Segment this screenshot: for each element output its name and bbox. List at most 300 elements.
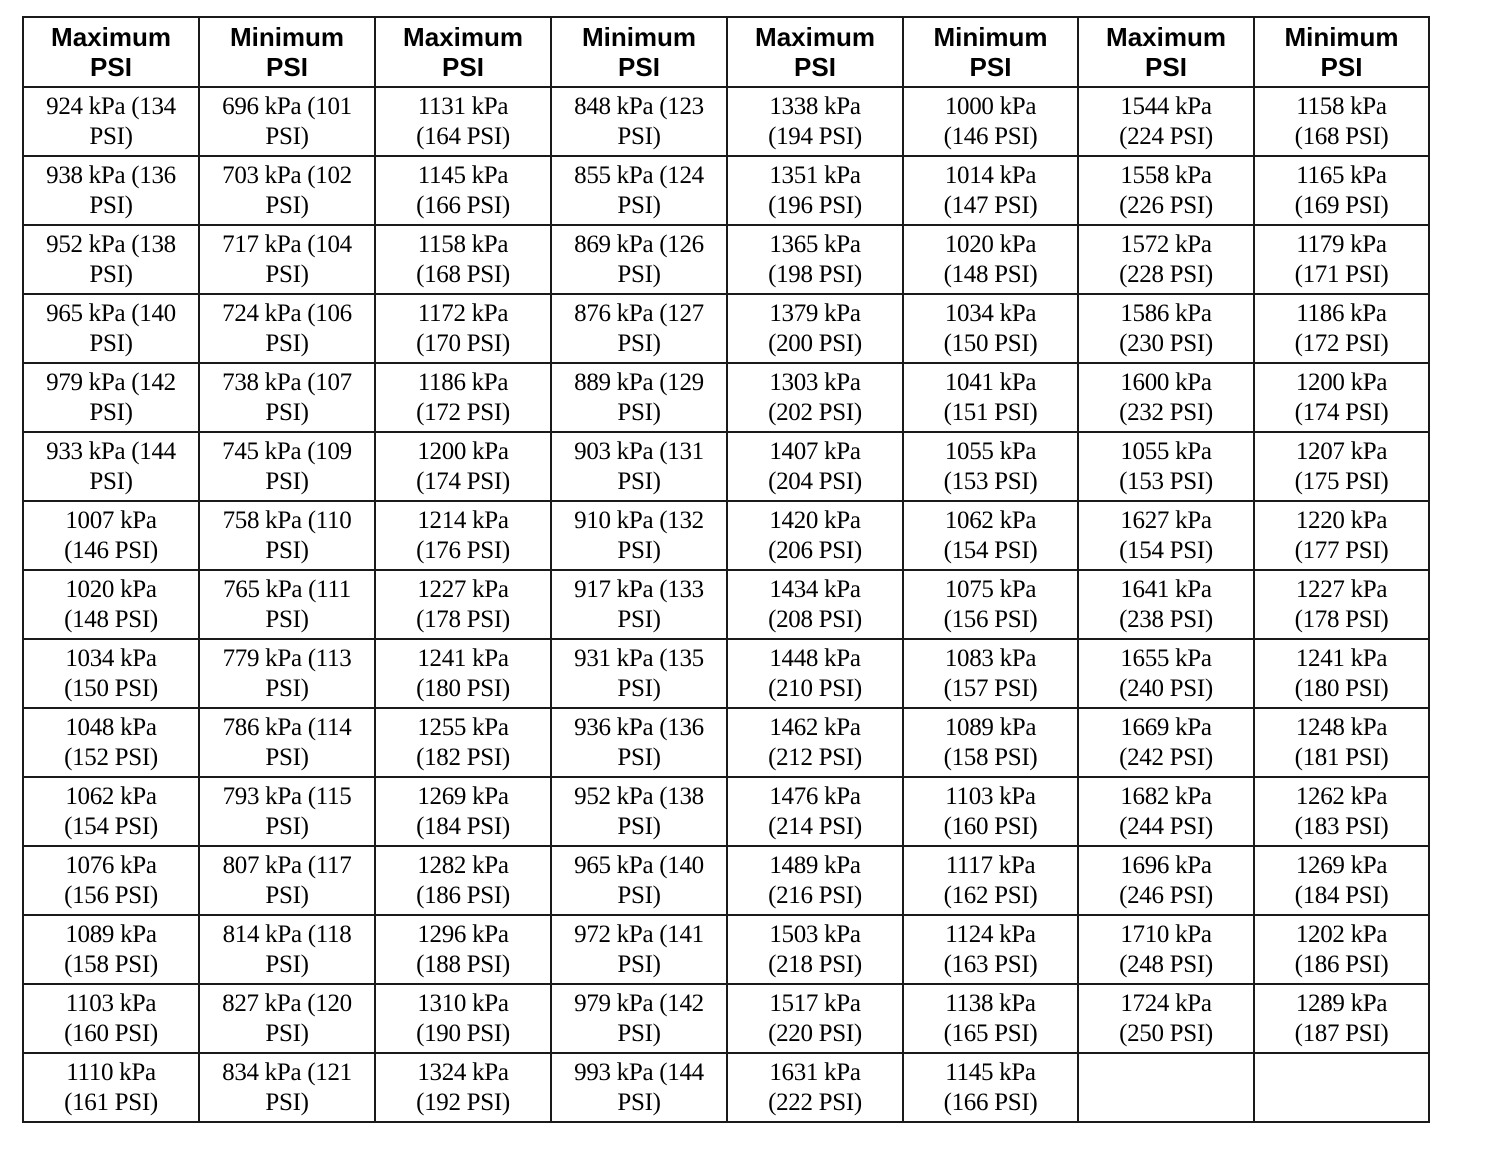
cell-line: 1179 kPa: [1296, 230, 1387, 258]
cell-line: 745 kPa (109: [222, 437, 352, 465]
cell-line: 1641 kPa: [1120, 575, 1212, 603]
column-header: [551, 17, 727, 87]
cell-line: 1434 kPa: [769, 575, 861, 603]
cell-line: 807 kPa (117: [222, 851, 352, 879]
cell-line: (175 PSI): [1294, 467, 1389, 495]
table-cell: [551, 156, 727, 225]
table-cell: [199, 639, 375, 708]
table-cell: [375, 363, 551, 432]
cell-line: PSI): [265, 122, 309, 150]
table-row: [23, 1053, 1429, 1122]
cell-line: (172 PSI): [1294, 329, 1389, 357]
cell-line: (181 PSI): [1294, 743, 1389, 771]
cell-line: (158 PSI): [943, 743, 1038, 771]
table-cell: [903, 294, 1078, 363]
table-cell: [1254, 432, 1429, 501]
cell-line: (166 PSI): [416, 191, 510, 219]
column-header-line: PSI: [618, 52, 660, 82]
table-cell: [1254, 570, 1429, 639]
cell-line: 1627 kPa: [1120, 506, 1212, 534]
cell-line: (240 PSI): [1119, 674, 1213, 702]
table-cell: [23, 501, 199, 570]
table-cell: [1078, 777, 1254, 846]
cell-line: 1202 kPa: [1295, 920, 1388, 948]
table-cell: [1254, 294, 1429, 363]
cell-line: 1200 kPa: [1295, 368, 1388, 396]
table-cell: [551, 846, 727, 915]
cell-line: (160 PSI): [943, 812, 1038, 840]
table-cell: [727, 225, 903, 294]
cell-line: 1227 kPa: [417, 575, 509, 603]
cell-line: PSI): [265, 329, 309, 357]
cell-line: 917 kPa (133: [574, 575, 704, 603]
cell-line: (153 PSI): [943, 467, 1038, 495]
cell-line: PSI): [89, 329, 133, 357]
cell-line: 1020 kPa: [944, 230, 1037, 258]
cell-line: (174 PSI): [416, 467, 510, 495]
cell-line: (208 PSI): [768, 605, 862, 633]
table-cell: [199, 363, 375, 432]
cell-line: PSI): [617, 743, 661, 771]
table-cell: [551, 777, 727, 846]
cell-line: 827 kPa (120: [222, 989, 352, 1017]
table-cell: [375, 846, 551, 915]
column-header: [375, 17, 551, 87]
cell-line: (204 PSI): [768, 467, 862, 495]
cell-line: 1338 kPa: [769, 92, 861, 120]
column-header-line: PSI: [442, 52, 484, 82]
table-cell: [1078, 639, 1254, 708]
table-cell: [903, 915, 1078, 984]
table-cell: [199, 708, 375, 777]
table-cell: [727, 156, 903, 225]
cell-line: PSI): [617, 605, 661, 633]
table-cell: [199, 1053, 375, 1122]
table-cell: [1078, 501, 1254, 570]
cell-line: (177 PSI): [1294, 536, 1389, 564]
table-cell: [199, 432, 375, 501]
table-cell: [551, 363, 727, 432]
table-cell: [23, 1053, 199, 1122]
cell-line: 1014 kPa: [944, 161, 1037, 189]
table-cell: [1078, 984, 1254, 1053]
cell-line: PSI): [89, 191, 133, 219]
cell-line: PSI): [265, 674, 309, 702]
cell-line: (153 PSI): [1119, 467, 1213, 495]
header-row: [23, 17, 1429, 87]
column-header: [199, 17, 375, 87]
table-cell: [23, 294, 199, 363]
table-cell: [727, 501, 903, 570]
cell-line: PSI): [617, 881, 661, 909]
cell-line: PSI): [265, 191, 309, 219]
table-cell: [1078, 570, 1254, 639]
table-cell: [551, 87, 727, 156]
table-cell: [23, 708, 199, 777]
cell-line: (196 PSI): [768, 191, 862, 219]
cell-line: 1296 kPa: [417, 920, 509, 948]
column-header-line: Maximum: [403, 22, 523, 52]
cell-line: (178 PSI): [416, 605, 510, 633]
column-header-line: Minimum: [1284, 22, 1399, 52]
cell-line: (168 PSI): [416, 260, 510, 288]
cell-line: (148 PSI): [64, 605, 158, 633]
cell-line: (176 PSI): [416, 536, 510, 564]
column-header: [727, 17, 903, 87]
cell-line: 1083 kPa: [944, 644, 1037, 672]
cell-line: PSI): [617, 1088, 661, 1116]
table-cell: [199, 846, 375, 915]
table-cell: [1078, 225, 1254, 294]
cell-line: (224 PSI): [1119, 122, 1213, 150]
cell-line: 1186 kPa: [417, 368, 509, 396]
cell-line: 724 kPa (106: [222, 299, 352, 327]
table-cell: [903, 87, 1078, 156]
cell-line: (154 PSI): [943, 536, 1038, 564]
cell-line: (166 PSI): [943, 1088, 1038, 1116]
table-cell: [1078, 156, 1254, 225]
cell-line: (146 PSI): [943, 122, 1038, 150]
cell-line: (226 PSI): [1119, 191, 1213, 219]
table-cell: [199, 156, 375, 225]
cell-line: 1503 kPa: [769, 920, 861, 948]
table-row: [23, 639, 1429, 708]
table-cell: [903, 846, 1078, 915]
cell-line: (250 PSI): [1119, 1019, 1213, 1047]
table-cell: [903, 1053, 1078, 1122]
cell-line: 1682 kPa: [1120, 782, 1212, 810]
table-cell: [903, 225, 1078, 294]
cell-line: (186 PSI): [416, 881, 510, 909]
cell-line: PSI): [617, 812, 661, 840]
cell-line: (238 PSI): [1119, 605, 1213, 633]
cell-line: 1282 kPa: [417, 851, 509, 879]
cell-line: 1476 kPa: [769, 782, 861, 810]
table-row: [23, 570, 1429, 639]
cell-line: (168 PSI): [1294, 122, 1389, 150]
cell-line: (152 PSI): [64, 743, 158, 771]
cell-line: (150 PSI): [64, 674, 158, 702]
cell-line: 924 kPa (134: [46, 92, 176, 120]
cell-line: 1062 kPa: [944, 506, 1037, 534]
cell-line: 786 kPa (114: [222, 713, 352, 741]
cell-line: 855 kPa (124: [574, 161, 704, 189]
cell-line: (183 PSI): [1294, 812, 1389, 840]
table-cell: [375, 156, 551, 225]
column-header: [1078, 17, 1254, 87]
cell-line: 1572 kPa: [1120, 230, 1212, 258]
cell-line: PSI): [617, 674, 661, 702]
table-cell: [1254, 156, 1429, 225]
column-header-line: Maximum: [51, 22, 171, 52]
table-cell: [199, 570, 375, 639]
cell-line: PSI): [617, 191, 661, 219]
table-cell: [1078, 294, 1254, 363]
cell-line: (232 PSI): [1119, 398, 1213, 426]
cell-line: (171 PSI): [1294, 260, 1389, 288]
cell-line: 758 kPa (110: [222, 506, 352, 534]
cell-line: (206 PSI): [768, 536, 862, 564]
table-cell: [551, 915, 727, 984]
cell-line: 1586 kPa: [1120, 299, 1212, 327]
cell-line: (190 PSI): [416, 1019, 510, 1047]
table-cell: [1254, 915, 1429, 984]
cell-line: 1365 kPa: [769, 230, 861, 258]
cell-line: 1289 kPa: [1295, 989, 1388, 1017]
cell-line: 1544 kPa: [1120, 92, 1212, 120]
table-cell: [199, 87, 375, 156]
column-header: [1254, 17, 1429, 87]
table-row: [23, 294, 1429, 363]
table-cell: [375, 225, 551, 294]
cell-line: (200 PSI): [768, 329, 862, 357]
column-header-line: Minimum: [229, 22, 345, 52]
cell-line: 931 kPa (135: [574, 644, 704, 672]
cell-line: 979 kPa (142: [574, 989, 704, 1017]
cell-line: PSI): [265, 812, 309, 840]
table-cell: [375, 432, 551, 501]
table-cell: [199, 225, 375, 294]
column-header-line: PSI: [1320, 52, 1363, 82]
cell-line: 1062 kPa: [65, 782, 157, 810]
table-cell: [551, 708, 727, 777]
column-header-line: PSI: [1145, 52, 1187, 82]
cell-line: (164 PSI): [416, 122, 510, 150]
cell-line: (220 PSI): [768, 1019, 862, 1047]
cell-line: 1655 kPa: [1120, 644, 1212, 672]
cell-line: 1696 kPa: [1120, 851, 1212, 879]
table-cell: [199, 777, 375, 846]
cell-line: 814 kPa (118: [222, 920, 352, 948]
cell-line: 1489 kPa: [769, 851, 861, 879]
cell-line: 1145 kPa: [945, 1058, 1036, 1086]
cell-line: 1158 kPa: [417, 230, 509, 258]
cell-line: (146 PSI): [64, 536, 158, 564]
cell-line: (248 PSI): [1119, 950, 1213, 978]
cell-line: (154 PSI): [1119, 536, 1213, 564]
table-cell: [727, 1053, 903, 1122]
table-cell: [199, 984, 375, 1053]
table-cell: [1254, 984, 1429, 1053]
table-cell: [551, 432, 727, 501]
cell-line: PSI): [89, 467, 133, 495]
cell-line: 1214 kPa: [417, 506, 509, 534]
cell-line: (210 PSI): [768, 674, 862, 702]
table-cell: [551, 639, 727, 708]
table-cell: [727, 570, 903, 639]
table-cell: [551, 1053, 727, 1122]
cell-line: PSI): [617, 467, 661, 495]
cell-line: 1448 kPa: [769, 644, 861, 672]
table-cell: [1078, 708, 1254, 777]
cell-line: 1172 kPa: [417, 299, 509, 327]
table-cell: [551, 984, 727, 1053]
cell-line: 779 kPa (113: [222, 644, 352, 672]
cell-line: PSI): [265, 398, 309, 426]
cell-line: 1517 kPa: [769, 989, 861, 1017]
table-cell: [727, 639, 903, 708]
cell-line: (156 PSI): [943, 605, 1038, 633]
cell-line: PSI): [617, 1019, 661, 1047]
cell-line: (244 PSI): [1119, 812, 1213, 840]
cell-line: (228 PSI): [1119, 260, 1213, 288]
table-cell: [1254, 87, 1429, 156]
cell-line: 965 kPa (140: [46, 299, 176, 327]
cell-line: 1034 kPa: [65, 644, 157, 672]
table-cell: [727, 87, 903, 156]
cell-line: 979 kPa (142: [46, 368, 176, 396]
cell-line: 1110 kPa: [66, 1058, 156, 1086]
cell-line: 1103 kPa: [65, 989, 157, 1017]
cell-line: 1269 kPa: [417, 782, 509, 810]
cell-line: (202 PSI): [768, 398, 862, 426]
cell-line: 1324 kPa: [417, 1058, 509, 1086]
cell-line: PSI): [265, 467, 309, 495]
table-row: [23, 777, 1429, 846]
cell-line: (180 PSI): [1294, 674, 1389, 702]
cell-line: (178 PSI): [1294, 605, 1389, 633]
cell-line: 703 kPa (102: [222, 161, 352, 189]
table-cell: [23, 225, 199, 294]
cell-line: 1631 kPa: [769, 1058, 861, 1086]
table-cell: [727, 363, 903, 432]
cell-line: 903 kPa (131: [574, 437, 704, 465]
table-cell: [375, 708, 551, 777]
cell-line: PSI): [617, 950, 661, 978]
cell-line: 1055 kPa: [1120, 437, 1212, 465]
cell-line: 1558 kPa: [1120, 161, 1212, 189]
cell-line: 1303 kPa: [769, 368, 861, 396]
cell-line: PSI): [265, 536, 309, 564]
cell-line: PSI): [265, 743, 309, 771]
table-cell: [1254, 1053, 1429, 1122]
cell-line: PSI): [617, 398, 661, 426]
table-cell: [199, 501, 375, 570]
table-cell: [903, 156, 1078, 225]
table-cell: [727, 915, 903, 984]
cell-line: 1241 kPa: [1295, 644, 1388, 672]
cell-line: 993 kPa (144: [574, 1058, 704, 1086]
table-cell: [375, 87, 551, 156]
cell-line: 933 kPa (144: [46, 437, 176, 465]
column-header-line: PSI: [90, 52, 132, 82]
cell-line: 696 kPa (101: [222, 92, 352, 120]
table-cell: [903, 777, 1078, 846]
table-row: [23, 501, 1429, 570]
cell-line: 972 kPa (141: [574, 920, 704, 948]
cell-line: (163 PSI): [943, 950, 1038, 978]
cell-line: 1055 kPa: [944, 437, 1037, 465]
cell-line: (184 PSI): [416, 812, 510, 840]
cell-line: (187 PSI): [1294, 1019, 1389, 1047]
table-cell: [23, 639, 199, 708]
cell-line: 1131 kPa: [417, 92, 509, 120]
cell-line: 1165 kPa: [1296, 161, 1387, 189]
table-cell: [23, 846, 199, 915]
cell-line: 1075 kPa: [944, 575, 1037, 603]
table-body: [23, 87, 1429, 1122]
table-cell: [551, 225, 727, 294]
cell-line: (148 PSI): [943, 260, 1038, 288]
table-cell: [551, 501, 727, 570]
cell-line: (147 PSI): [943, 191, 1038, 219]
cell-line: 1241 kPa: [417, 644, 509, 672]
column-header-line: PSI: [794, 52, 836, 82]
cell-line: 1145 kPa: [417, 161, 509, 189]
cell-line: 1117 kPa: [945, 851, 1036, 879]
table-cell: [727, 984, 903, 1053]
cell-line: 876 kPa (127: [574, 299, 704, 327]
cell-line: PSI): [89, 260, 133, 288]
cell-line: 1089 kPa: [65, 920, 157, 948]
table-row: [23, 846, 1429, 915]
cell-line: PSI): [265, 260, 309, 288]
table-cell: [903, 708, 1078, 777]
cell-line: PSI): [265, 950, 309, 978]
cell-line: 1041 kPa: [944, 368, 1037, 396]
cell-line: PSI): [617, 536, 661, 564]
table-cell: [375, 915, 551, 984]
cell-line: (156 PSI): [64, 881, 158, 909]
cell-line: (230 PSI): [1119, 329, 1213, 357]
table-row: [23, 708, 1429, 777]
column-header-line: Minimum: [933, 22, 1048, 52]
cell-line: (186 PSI): [1294, 950, 1389, 978]
cell-line: 889 kPa (129: [574, 368, 704, 396]
cell-line: (162 PSI): [943, 881, 1038, 909]
table-row: [23, 432, 1429, 501]
table-cell: [375, 570, 551, 639]
table-cell: [903, 501, 1078, 570]
table-cell: [23, 915, 199, 984]
table-cell: [199, 294, 375, 363]
table-cell: [375, 639, 551, 708]
table-cell: [375, 501, 551, 570]
cell-line: (212 PSI): [768, 743, 862, 771]
table-cell: [903, 639, 1078, 708]
cell-line: 834 kPa (121: [222, 1058, 352, 1086]
column-header-line: PSI: [266, 52, 308, 82]
table-header: [23, 17, 1429, 87]
table-cell: [1078, 87, 1254, 156]
cell-line: PSI): [265, 1088, 309, 1116]
cell-line: PSI): [89, 398, 133, 426]
table-cell: [23, 156, 199, 225]
table-cell: [23, 570, 199, 639]
table-row: [23, 363, 1429, 432]
cell-line: 1462 kPa: [769, 713, 861, 741]
table-row: [23, 225, 1429, 294]
table-cell: [551, 294, 727, 363]
table-cell: [23, 432, 199, 501]
table-cell: [375, 1053, 551, 1122]
column-header: [903, 17, 1078, 87]
cell-line: 1089 kPa: [944, 713, 1037, 741]
cell-line: (154 PSI): [64, 812, 158, 840]
cell-line: 952 kPa (138: [46, 230, 176, 258]
cell-line: (150 PSI): [943, 329, 1038, 357]
table-cell: [23, 363, 199, 432]
cell-line: (188 PSI): [416, 950, 510, 978]
cell-line: PSI): [617, 260, 661, 288]
table-cell: [1254, 846, 1429, 915]
table-row: [23, 87, 1429, 156]
cell-line: (174 PSI): [1294, 398, 1389, 426]
cell-line: 1269 kPa: [1295, 851, 1388, 879]
table-cell: [1254, 363, 1429, 432]
cell-line: 1248 kPa: [1295, 713, 1388, 741]
cell-line: 1020 kPa: [65, 575, 157, 603]
